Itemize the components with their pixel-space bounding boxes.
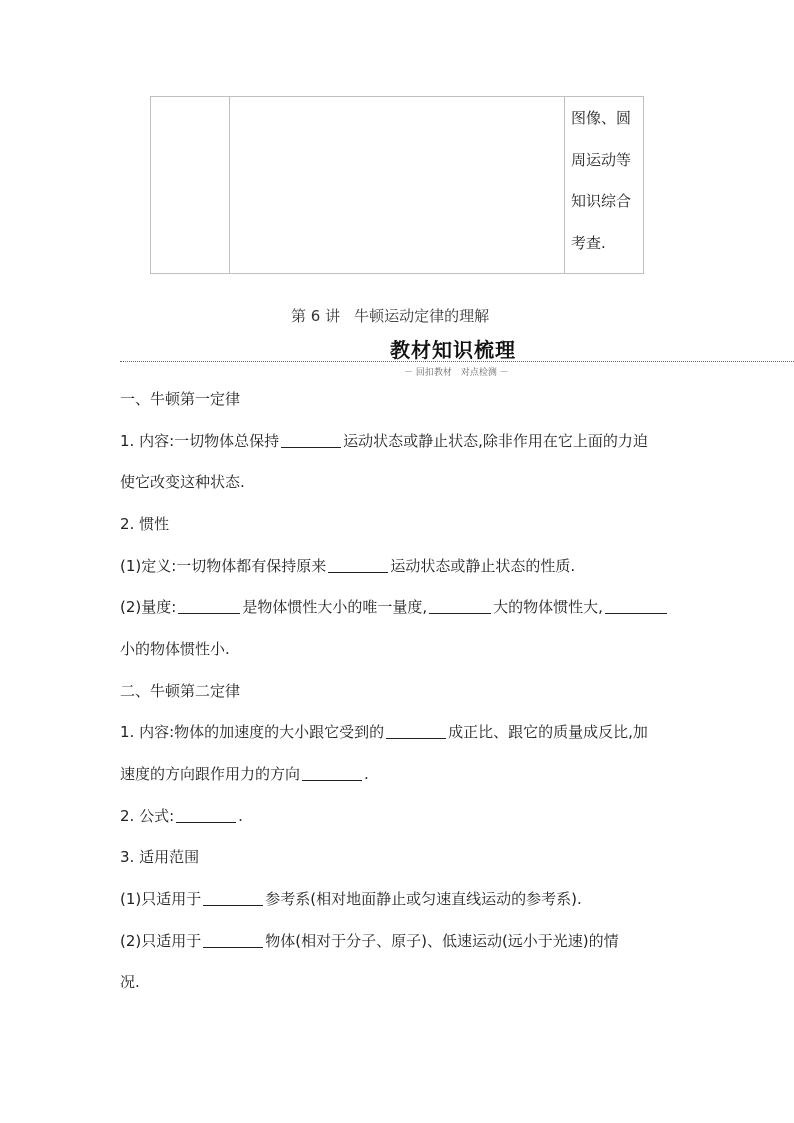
section-subtitle: － 回扣教材 对点检测 － xyxy=(404,368,509,378)
fill-blank[interactable] xyxy=(281,431,341,448)
cell-line: 知识综合 xyxy=(571,192,632,210)
fill-blank[interactable] xyxy=(178,597,240,614)
section-title: 教材知识梳理 xyxy=(390,338,516,362)
fill-blank[interactable] xyxy=(605,597,667,614)
cell-line: 考查. xyxy=(571,233,606,252)
table-cell-empty-1 xyxy=(151,97,230,274)
table-cell-empty-2 xyxy=(230,97,565,274)
paragraph-line: 1. 内容:物体的加速度的大小跟它受到的 成正比、跟它的质量成反比,加 xyxy=(120,723,648,741)
paragraph-line: (2)量度: 是物体惯性大小的唯一量度, 大的物体惯性大, xyxy=(120,597,669,617)
heading-scope: 3. 适用范围 xyxy=(120,848,200,866)
paragraph-line: 况. xyxy=(120,973,140,991)
paragraph-line: (1)定义:一切物体都有保持原来 运动状态或静止状态的性质. xyxy=(120,557,576,575)
table-fragment xyxy=(150,96,644,274)
fill-blank[interactable] xyxy=(429,597,491,614)
cell-line: 图像、圆 xyxy=(571,109,632,127)
lecture-name: 牛顿运动定律的理解 xyxy=(354,307,490,325)
fill-blank[interactable] xyxy=(328,556,388,573)
paragraph-line: 使它改变这种状态. xyxy=(120,473,245,491)
dotted-divider xyxy=(120,361,794,362)
paragraph-line: 速度的方向跟作用力的方向 . xyxy=(120,765,369,783)
paragraph-line: 小的物体惯性小. xyxy=(120,640,230,658)
heading-newton-first-law: 一、牛顿第一定律 xyxy=(120,390,241,408)
table-cell-text xyxy=(565,97,644,274)
fill-blank[interactable] xyxy=(203,931,263,948)
heading-newton-second-law: 二、牛顿第二定律 xyxy=(120,682,241,700)
fill-blank[interactable] xyxy=(302,764,362,781)
paragraph-line: 1. 内容:一切物体总保持 运动状态或静止状态,除非作用在它上面的力迫 xyxy=(120,432,648,450)
fill-blank[interactable] xyxy=(203,889,263,906)
heading-inertia: 2. 惯性 xyxy=(120,515,170,533)
paragraph-line: 2. 公式: . xyxy=(120,807,243,825)
paragraph-line: (2)只适用于 物体(相对于分子、原子)、低速运动(远小于光速)的情 xyxy=(120,932,619,950)
fill-blank[interactable] xyxy=(176,806,236,823)
cell-line: 周运动等 xyxy=(571,150,632,169)
lecture-title xyxy=(291,305,489,326)
lecture-number: 第 6 讲 xyxy=(291,307,341,325)
fill-blank[interactable] xyxy=(386,722,446,739)
paragraph-line: (1)只适用于 参考系(相对地面静止或匀速直线运动的参考系). xyxy=(120,890,582,908)
